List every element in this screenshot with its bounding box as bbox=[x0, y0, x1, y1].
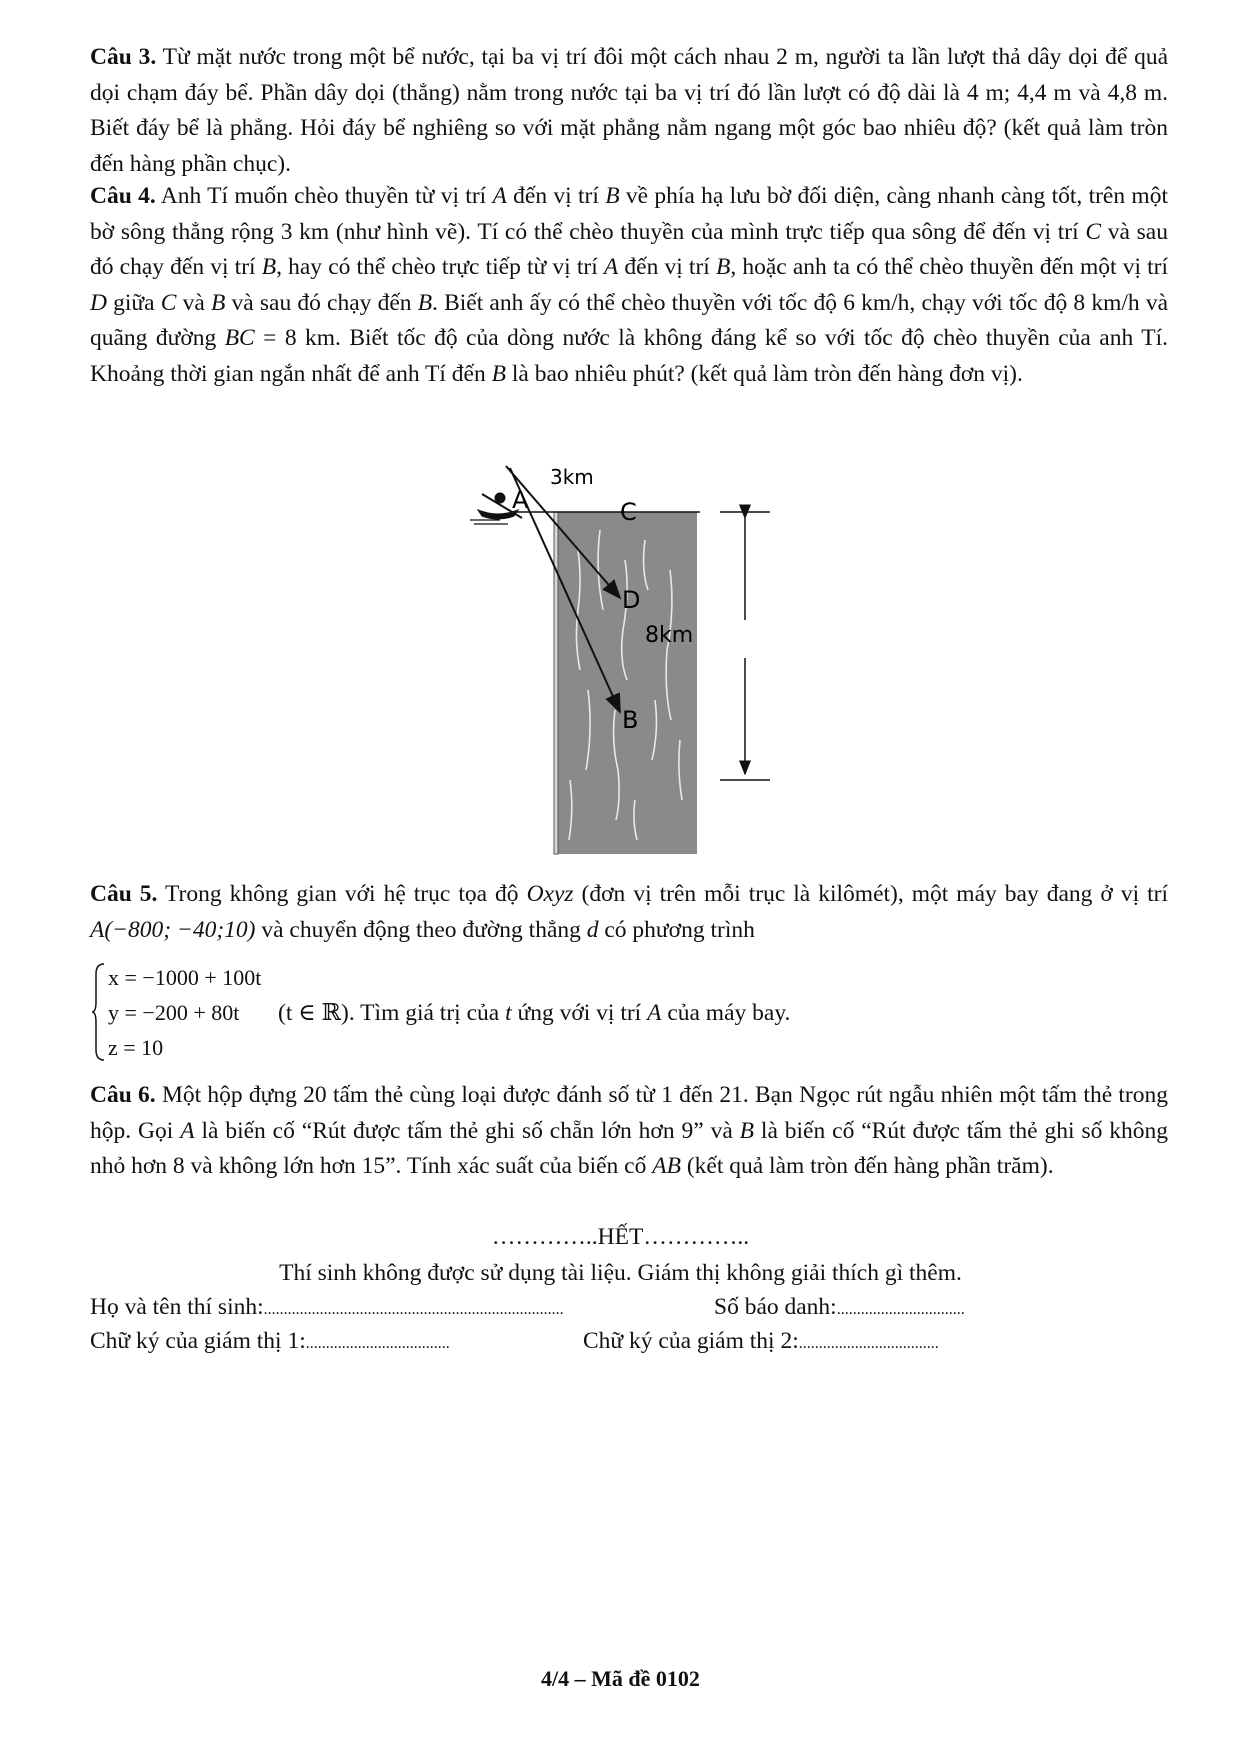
q4-text-4: và sau đó chạy đến vị trí bbox=[90, 218, 1168, 280]
label-width: 3km bbox=[550, 465, 594, 489]
q5-text-3: và chuyển động theo đường thẳng bbox=[255, 916, 587, 943]
equation-y: y = −200 + 80t bbox=[108, 1000, 240, 1025]
q6-text-4: (kết quả làm tròn đến hàng phần trăm). bbox=[680, 1153, 1054, 1179]
question-5 bbox=[90, 877, 1168, 948]
supervisor-2-field: ................................... bbox=[798, 1335, 939, 1352]
candidate-number-field: ................................ bbox=[836, 1301, 965, 1318]
label-b: B bbox=[622, 706, 639, 734]
q6-var-ab: AB bbox=[652, 1153, 681, 1179]
q5-text-5: Tìm giá trị của bbox=[354, 1000, 506, 1026]
q4-text-10: và sau đó chạy đến bbox=[225, 289, 418, 316]
q4-text-2: đến vị trí bbox=[506, 183, 606, 209]
q4-var-d: D bbox=[90, 289, 107, 316]
question-3-label: Câu 3. bbox=[90, 44, 157, 70]
label-a: A bbox=[512, 486, 529, 514]
q5-text-4: có phương trình bbox=[598, 916, 755, 943]
candidate-name-field: ........................................................................... bbox=[263, 1301, 564, 1318]
q4-var-c-2: C bbox=[160, 289, 177, 316]
question-4 bbox=[90, 179, 1168, 392]
question-4-label: Câu 4. bbox=[90, 183, 156, 209]
q4-var-b-3: B bbox=[715, 254, 731, 280]
supervisor-1-label: Chữ ký của giám thị 1: bbox=[90, 1328, 306, 1354]
q6-text-2: là biến cố “Rút được tấm thẻ ghi số chẵn lớn hơn 9” và bbox=[194, 1117, 740, 1144]
supervisor-2-row bbox=[583, 1326, 939, 1359]
q4-var-a-2: A bbox=[603, 254, 619, 280]
q4-text-13: là bao nhiêu phút? (kết quả làm tròn đến hàng đơn vị). bbox=[505, 360, 1023, 387]
q6-var-a: A bbox=[180, 1117, 195, 1144]
supervisor-1-field: .................................... bbox=[305, 1335, 450, 1352]
q4-var-a: A bbox=[492, 183, 507, 209]
label-length: 8km bbox=[645, 623, 694, 648]
label-d: D bbox=[622, 586, 641, 614]
q5-point-a: A(−800; −40;10) bbox=[90, 916, 256, 943]
q4-text-3: về phía hạ lưu bờ đối diện, càng nhanh càng tốt, trên một bờ sông thẳng rộng 3 km (như hình vẽ). Tí có thể chèo thuyền của mình trực tiếp qua sông để đến vị trí bbox=[90, 183, 1168, 245]
q4-text-1: Anh Tí muốn chèo thuyền từ vị trí bbox=[160, 183, 493, 209]
river-left-bank bbox=[554, 512, 558, 854]
brace bbox=[92, 962, 106, 1062]
q6-text-3: là biến cố “Rút được tấm thẻ ghi số không nhỏ hơn 8 và không lớn hơn 15”. Tính xác suất của biến cố bbox=[90, 1117, 1168, 1179]
q5-domain: (t ∈ ℝ). bbox=[278, 1000, 355, 1026]
q5-text-7: của máy bay. bbox=[661, 1000, 791, 1026]
q4-text-9: và bbox=[176, 289, 211, 316]
q4-var-b-2: B bbox=[261, 254, 277, 280]
question-3 bbox=[90, 40, 1168, 182]
river-figure bbox=[470, 460, 800, 860]
q4-text-12: = 8 km. Biết tốc độ của dòng nước là không đáng kể so với tốc độ chèo thuyền của anh Tí. Khoảng thời gian ngắn nhất để anh Tí đến bbox=[90, 325, 1168, 387]
end-marker: …………..HẾT………….. bbox=[491, 1224, 750, 1250]
question-6-label: Câu 6. bbox=[90, 1082, 156, 1108]
q4-var-b-5: B bbox=[417, 289, 433, 316]
question-6 bbox=[90, 1078, 1168, 1185]
candidate-number-row bbox=[714, 1292, 965, 1325]
q5-tail bbox=[278, 998, 790, 1028]
question-3-text: Từ mặt nước trong một bể nước, tại ba vị trí đôi một cách nhau 2 m, người ta lần lượt thả dây dọi để quả dọi chạm đáy bể. Phần dây dọi (thẳng) nằm trong nước tại ba vị trí đó lần lượt có độ dài là 4 m; 4,4 m và 4,8 m. Biết đáy bể là phẳng. Hỏi đáy bể nghiêng so với mặt phẳng nằm ngang một góc bao nhiêu độ? (kết quả làm tròn đến hàng phần chục). bbox=[90, 44, 1168, 177]
q4-text-8: giữa bbox=[106, 289, 161, 316]
supervisor-1-row bbox=[90, 1326, 450, 1359]
candidate-name-label: Họ và tên thí sinh: bbox=[90, 1294, 264, 1320]
candidate-number-label: Số báo danh: bbox=[714, 1294, 837, 1320]
q4-var-bc: BC bbox=[224, 325, 255, 351]
q5-var-d: d bbox=[586, 916, 599, 943]
q4-text-5: , hay có thể chèo trực tiếp từ vị trí bbox=[276, 254, 604, 280]
end-note: Thí sinh không được sử dụng tài liệu. Giám thị không giải thích gì thêm. bbox=[279, 1260, 962, 1286]
label-c: C bbox=[620, 498, 637, 526]
q6-text-1: Một hộp đựng 20 tấm thẻ cùng loại được đánh số từ 1 đến 21. Bạn Ngọc rút ngẫu nhiên một tấm thẻ trong hộp. Gọi bbox=[90, 1082, 1169, 1144]
q4-var-b-6: B bbox=[491, 360, 506, 387]
q4-text-6: đến vị trí bbox=[618, 254, 716, 280]
question-5-label: Câu 5. bbox=[90, 881, 158, 907]
q5-var-t: t bbox=[505, 1000, 512, 1026]
supervisor-2-label: Chữ ký của giám thị 2: bbox=[583, 1328, 799, 1354]
page-footer: 4/4 – Mã đề 0102 bbox=[541, 1666, 700, 1691]
q6-var-b: B bbox=[739, 1117, 755, 1144]
q5-text-1: Trong không gian với hệ trục tọa độ bbox=[165, 881, 527, 907]
q5-var-a: A bbox=[647, 1000, 662, 1026]
q5-text-6: ứng với vị trí bbox=[511, 1000, 648, 1026]
q4-var-b: B bbox=[605, 183, 620, 209]
q5-var-oxyz: Oxyz bbox=[526, 881, 574, 907]
q5-text-2: (đơn vị trên mỗi trục là kilômét), một máy bay đang ở vị trí bbox=[573, 881, 1169, 907]
candidate-name-row bbox=[90, 1292, 564, 1325]
equation-z: z = 10 bbox=[108, 1035, 164, 1060]
equation-x: x = −1000 + 100t bbox=[108, 965, 262, 990]
q4-text-11: . Biết anh ấy có thể chèo thuyền với tốc độ 6 km/h, chạy với tốc độ 8 km/h và quãng đường bbox=[90, 289, 1168, 351]
q4-text-7: , hoặc anh ta có thể chèo thuyền đến một vị trí bbox=[730, 254, 1169, 280]
q4-var-b-4: B bbox=[211, 289, 226, 316]
q4-var-c: C bbox=[1085, 218, 1102, 245]
